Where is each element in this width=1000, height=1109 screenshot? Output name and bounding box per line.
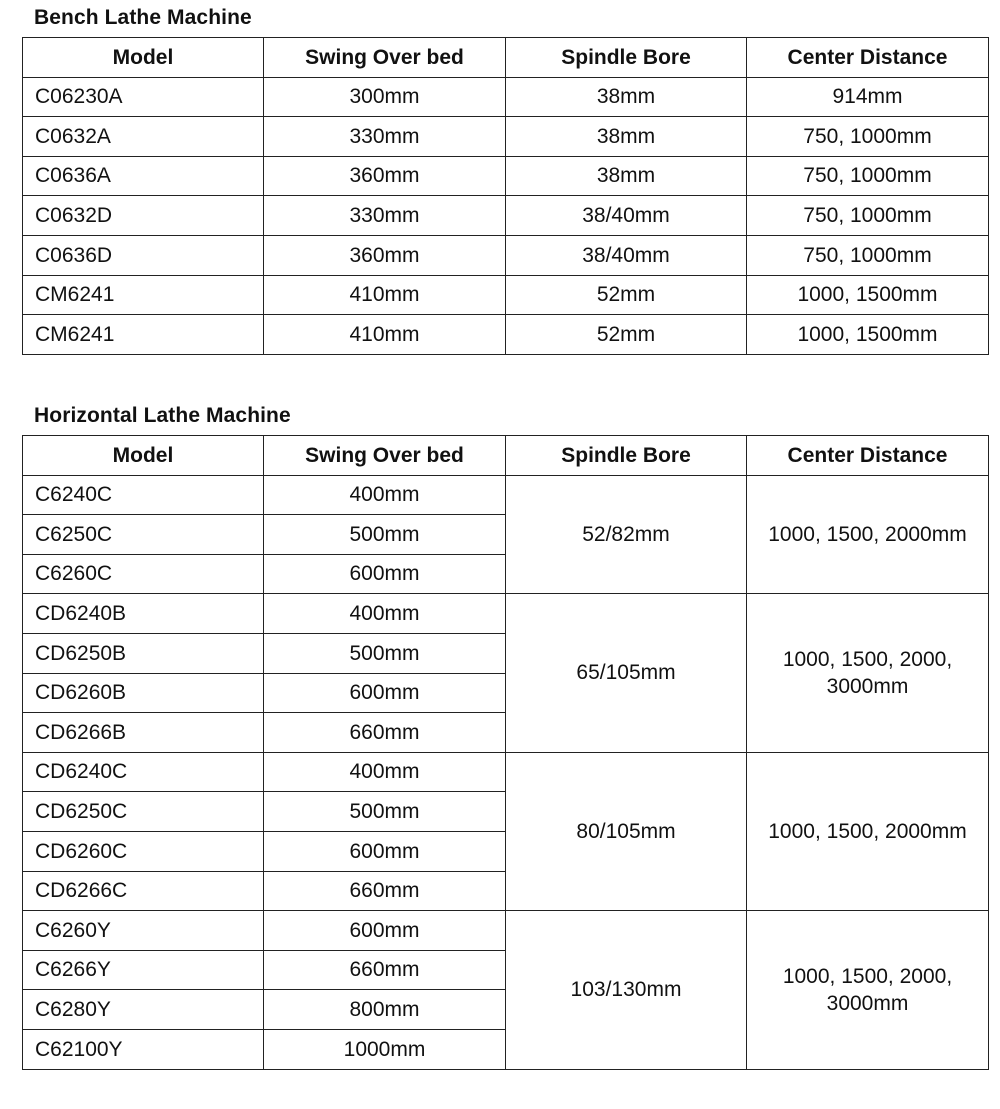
swing-cell: 660mm xyxy=(264,713,506,753)
header-model: Model xyxy=(23,38,264,78)
model-cell: C6260Y xyxy=(23,911,264,951)
horizontal-lathe-title: Horizontal Lathe Machine xyxy=(34,404,291,427)
swing-cell: 600mm xyxy=(264,831,506,871)
distance-cell xyxy=(747,911,989,1069)
header-swing: Swing Over bed xyxy=(264,38,506,78)
bore-cell: 80/105mm xyxy=(506,752,747,910)
bench-lathe-title: Bench Lathe Machine xyxy=(34,6,252,29)
table-row xyxy=(23,235,989,275)
model-cell: C0636D xyxy=(23,235,264,275)
distance-cell: 750, 1000mm xyxy=(747,117,989,157)
header-row xyxy=(23,38,989,78)
distance-cell: 750, 1000mm xyxy=(747,196,989,236)
model-cell: CD6250B xyxy=(23,633,264,673)
model-cell: C06230A xyxy=(23,77,264,117)
model-cell: C6266Y xyxy=(23,950,264,990)
swing-cell: 500mm xyxy=(264,633,506,673)
table-row xyxy=(23,196,989,236)
distance-cell xyxy=(747,594,989,752)
swing-cell: 400mm xyxy=(264,752,506,792)
bench-lathe-table xyxy=(22,37,989,355)
bore-cell: 65/105mm xyxy=(506,594,747,752)
model-cell: CD6240B xyxy=(23,594,264,634)
swing-cell: 600mm xyxy=(264,554,506,594)
table-row xyxy=(23,77,989,117)
header-bore: Spindle Bore xyxy=(506,436,747,476)
model-cell: CD6260C xyxy=(23,831,264,871)
model-cell: C0636A xyxy=(23,156,264,196)
header-swing: Swing Over bed xyxy=(264,436,506,476)
header-row xyxy=(23,436,989,476)
distance-cell xyxy=(747,475,989,594)
swing-cell: 600mm xyxy=(264,911,506,951)
bore-cell: 38mm xyxy=(506,117,747,157)
table-row xyxy=(23,594,989,634)
bore-cell: 38mm xyxy=(506,77,747,117)
model-cell: CD6250C xyxy=(23,792,264,832)
swing-cell: 500mm xyxy=(264,792,506,832)
swing-cell: 410mm xyxy=(264,315,506,355)
bore-cell: 38mm xyxy=(506,156,747,196)
swing-cell: 330mm xyxy=(264,196,506,236)
swing-cell: 360mm xyxy=(264,156,506,196)
distance-cell: 914mm xyxy=(747,77,989,117)
bore-cell: 52/82mm xyxy=(506,475,747,594)
table-row xyxy=(23,752,989,792)
header-model: Model xyxy=(23,436,264,476)
model-cell: C0632D xyxy=(23,196,264,236)
bore-cell: 38/40mm xyxy=(506,196,747,236)
distance-cell: 750, 1000mm xyxy=(747,235,989,275)
swing-cell: 1000mm xyxy=(264,1029,506,1069)
distance-text: 1000, 1500, 2000, 3000mm xyxy=(782,964,953,1015)
swing-cell: 800mm xyxy=(264,990,506,1030)
table-row xyxy=(23,117,989,157)
distance-cell xyxy=(747,752,989,910)
model-cell: CD6266C xyxy=(23,871,264,911)
model-cell: C6280Y xyxy=(23,990,264,1030)
distance-cell: 1000, 1500mm xyxy=(747,275,989,315)
table-row xyxy=(23,475,989,515)
swing-cell: 300mm xyxy=(264,77,506,117)
table-row xyxy=(23,275,989,315)
swing-cell: 330mm xyxy=(264,117,506,157)
swing-cell: 400mm xyxy=(264,475,506,515)
horizontal-lathe-table xyxy=(22,435,989,1070)
distance-text: 1000, 1500, 2000mm xyxy=(768,522,967,546)
header-distance: Center Distance xyxy=(747,436,989,476)
swing-cell: 660mm xyxy=(264,950,506,990)
model-cell: C6240C xyxy=(23,475,264,515)
swing-cell: 660mm xyxy=(264,871,506,911)
distance-text: 1000, 1500, 2000mm xyxy=(768,819,967,843)
swing-cell: 400mm xyxy=(264,594,506,634)
model-cell: C0632A xyxy=(23,117,264,157)
model-cell: C62100Y xyxy=(23,1029,264,1069)
swing-cell: 500mm xyxy=(264,515,506,555)
table-row xyxy=(23,315,989,355)
model-cell: CD6240C xyxy=(23,752,264,792)
distance-cell: 750, 1000mm xyxy=(747,156,989,196)
bore-cell: 52mm xyxy=(506,315,747,355)
header-bore: Spindle Bore xyxy=(506,38,747,78)
model-cell: CM6241 xyxy=(23,275,264,315)
swing-cell: 360mm xyxy=(264,235,506,275)
model-cell: C6250C xyxy=(23,515,264,555)
bore-cell: 103/130mm xyxy=(506,911,747,1069)
distance-text: 1000, 1500, 2000, 3000mm xyxy=(782,647,953,699)
table-row xyxy=(23,156,989,196)
header-distance: Center Distance xyxy=(747,38,989,78)
swing-cell: 600mm xyxy=(264,673,506,713)
table-row xyxy=(23,911,989,951)
model-cell: C6260C xyxy=(23,554,264,594)
bore-cell: 38/40mm xyxy=(506,235,747,275)
swing-cell: 410mm xyxy=(264,275,506,315)
distance-cell: 1000, 1500mm xyxy=(747,315,989,355)
bore-cell: 52mm xyxy=(506,275,747,315)
model-cell: CM6241 xyxy=(23,315,264,355)
model-cell: CD6260B xyxy=(23,673,264,713)
model-cell: CD6266B xyxy=(23,713,264,753)
